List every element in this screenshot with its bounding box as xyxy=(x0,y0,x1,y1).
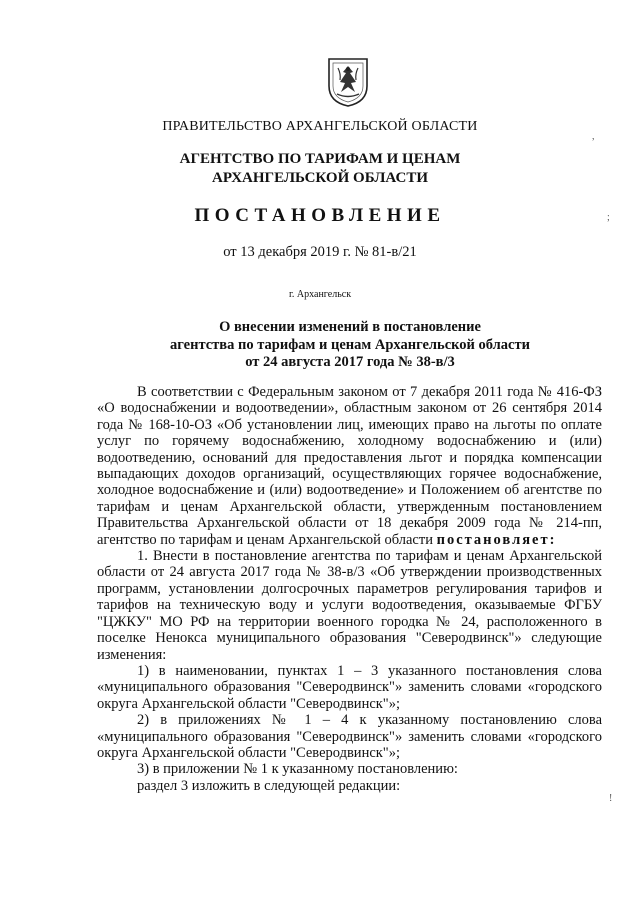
coat-of-arms-emblem xyxy=(326,56,370,108)
scan-speck: ! xyxy=(609,793,613,804)
document-body xyxy=(97,384,602,794)
resolves-word: постановляет: xyxy=(436,531,557,548)
subject-line2: агентства по тарифам и ценам Архангельской области xyxy=(170,336,530,353)
item-1-paragraph: 1. Внести в постановление агентства по тарифам и ценам Архангельской области от 24 августа 2017 года № 38-в/3 «Об утверждении производственных программ, установлении долгосрочных параметров регулирования тарифов и тарифов на техническую воду и услуги водоотведения, оказываемые ФГБУ "ЦЖКУ" МО РФ на территории военного городка № 24, расположенного в поселке Ненокса муниципального образования "Северодвинск"» следующие изменения: xyxy=(97,548,602,663)
scan-speck: , xyxy=(592,131,595,142)
agency-name-line2: АРХАНГЕЛЬСКОЙ ОБЛАСТИ xyxy=(212,170,428,186)
agency-name-line1: АГЕНТСТВО ПО ТАРИФАМ И ЦЕНАМ xyxy=(179,151,461,167)
document-type-title: ПОСТАНОВЛЕНИЕ xyxy=(194,205,446,226)
subject-line3: от 24 августа 2017 года № 38-в/3 xyxy=(245,354,455,370)
scan-speck: ; xyxy=(607,212,610,223)
city-name: г. Архангельск xyxy=(288,289,352,300)
subitem-3-paragraph: 3) в приложении № 1 к указанному постановлению: xyxy=(137,761,458,778)
date-and-number: от 13 декабря 2019 г. № 81-в/21 xyxy=(223,244,417,260)
government-name: ПРАВИТЕЛЬСТВО АРХАНГЕЛЬСКОЙ ОБЛАСТИ xyxy=(162,119,478,134)
subitem-1-paragraph: 1) в наименовании, пунктах 1 – 3 указанного постановления слова «муниципального образования "Северодвинск"» заменить словами «городского округа Архангельской области "Северодвинск"»; xyxy=(97,662,602,712)
agency-name xyxy=(0,150,640,188)
subject-line1: О внесении изменений в постановление xyxy=(219,319,481,335)
subitem-3a-paragraph: раздел 3 изложить в следующей редакции: xyxy=(137,777,401,794)
preamble-paragraph xyxy=(97,384,602,548)
subitem-2-paragraph: 2) в приложениях № 1 – 4 к указанному постановлению слова «муниципального образования "Северодвинск"» заменить словами «городского округа Архангельской области "Северодвинск"»; xyxy=(97,712,602,761)
document-subject xyxy=(30,319,640,372)
preamble-text: В соответствии с Федеральным законом от 7 декабря 2011 года № 416-ФЗ «О водоснабжении и водоотведении», областным законом от 26 сентября 2014 года № 168-10-ОЗ «Об установлении лиц, имеющих право на льготы по оплате услуг по горячему водоснабжению, холодному водоснабжению и (или) водоотведению, оснований для предоставления льгот и порядка компенсации выпадающих доходов организаций, осуществляющих горячее водоснабжение, холодное водоснабжение и (или) водоотведение» и Положением об агентстве по тарифам и ценам Архангельской области, утвержденным постановлением Правительства Архангельской области от 18 декабря 2009 года № 214-пп, агентство по тарифам и ценам Архангельской области xyxy=(97,384,602,548)
